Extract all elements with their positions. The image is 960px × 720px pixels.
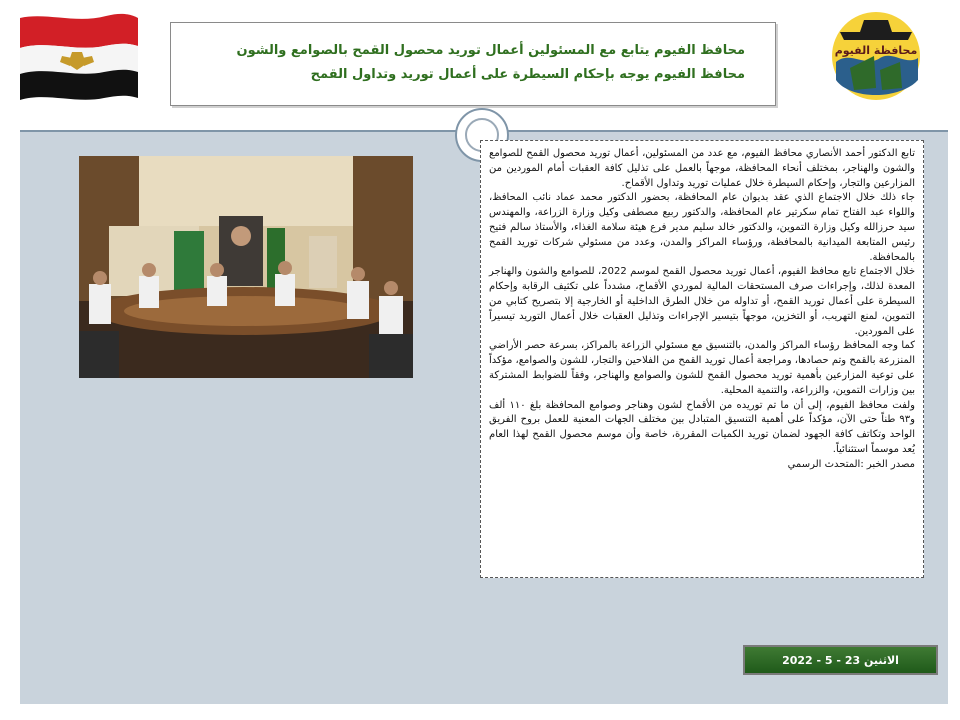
article-paragraph: خلال الاجتماع تابع محافظ الفيوم، أعمال توريد محصول القمح لموسم 2022، للصوامع والشون والهناجر المعدة لذلك، وإجراءات صرف المستحقات المالية لموردي الأقماح، مشدداً على تكثيف الرقابة وإحكام السيطرة على أعمال توريد القمح، أو تداوله من خلال الطرق الداخلية أو الخارجية إلا بتصريح كتابي من التموين، لمنع التهريب، أو التخزين، موجهاً بتيسير الإجراءات وتذليل العقبات خلال أعمال التوريد تيسيراً على الموردين. [489, 266, 916, 337]
article-box [480, 140, 924, 578]
article-paragraph: ولفت محافظ الفيوم، إلى أن ما تم توريده من الأقماح لشون وهناجر وصوامع المحافظة بلغ ١١٠ ألف و٩٣ طناً حتى الآن، مؤكداً على أهمية التنسيق المتبادل بين مختلف الجهات المعنية للعمل بروح الفريق الواحد وتكاتف كافة الجهود لضمان توريد الكميات المقررة، خاصة وأن موسم محصول القمح لهذا العام يُعد موسماً استثنائياً. [489, 399, 915, 455]
headline-line-1: محافظ الفيوم يتابع مع المسئولين أعمال توريد محصول القمح بالصوامع والشون [236, 43, 745, 58]
article-paragraph: جاء ذلك خلال الاجتماع الذي عقد بديوان عام المحافظة، بحضور الدكتور محمد عماد نائب المحافظ، واللواء عبد الفتاح تمام سكرتير عام المحافظة، والدكتور ربيع مصطفى وكيل وزارة الزراعة، والمهندس سيد حرزالله وكيل وزارة التموين، والدكتور خالد سليم مدير فرع هيئة سلامة الغذاء، والأستاذ سالم فتيح رئيس المتابعة الميدانية بالمحافظة، ورؤساء المراكز والمدن، وعدد من مسئولي شركات توريد القمح بالمحافظة. [489, 192, 915, 263]
governorate-logo-icon [830, 10, 922, 102]
date-bar [743, 645, 938, 675]
headline-line-2: محافظ الفيوم يوجه بإحكام السيطرة على أعمال توريد وتداول القمح [310, 67, 745, 82]
logo-text: محافظة الفيوم [834, 44, 918, 57]
article-body [489, 147, 915, 473]
egypt-flag-icon [16, 10, 142, 102]
headline-box [170, 22, 776, 106]
article-paragraph: كما وجه المحافظ رؤساء المراكز والمدن، بالتنسيق مع مسئولي الزراعة بالمراكز، بسرعة حصر الأراضي المنزرعة بالقمح وتم حصادها، ومراجعة أعمال توريد القمح من الفلاحين والتجار، للشون والصوامع، مؤكداً على توعية المزارعين بأهمية توريد محصول القمح للشون والصوامع والهناجر، وفقاً للضوابط المشتركة بين وزارات التموين، والزراعة، والتنمية المحلية. [489, 340, 915, 396]
meeting-photo [79, 156, 413, 378]
date-text: الاثنين 23 - 5 - 2022 [782, 654, 899, 667]
article-source: مصدر الخبر :المتحدث الرسمي [787, 458, 915, 470]
article-paragraph: تابع الدكتور أحمد الأنصاري محافظ الفيوم، مع عدد من المسئولين، أعمال توريد محصول القمح للصوامع والشون والهناجر، بمختلف أنحاء المحافظة، موجهاً بالعمل على تذليل كافة العقبات أمام الموردين من المزارعين والتجار، وإحكام السيطرة خلال عمليات توريد وتداول الأقماح. [489, 148, 915, 189]
